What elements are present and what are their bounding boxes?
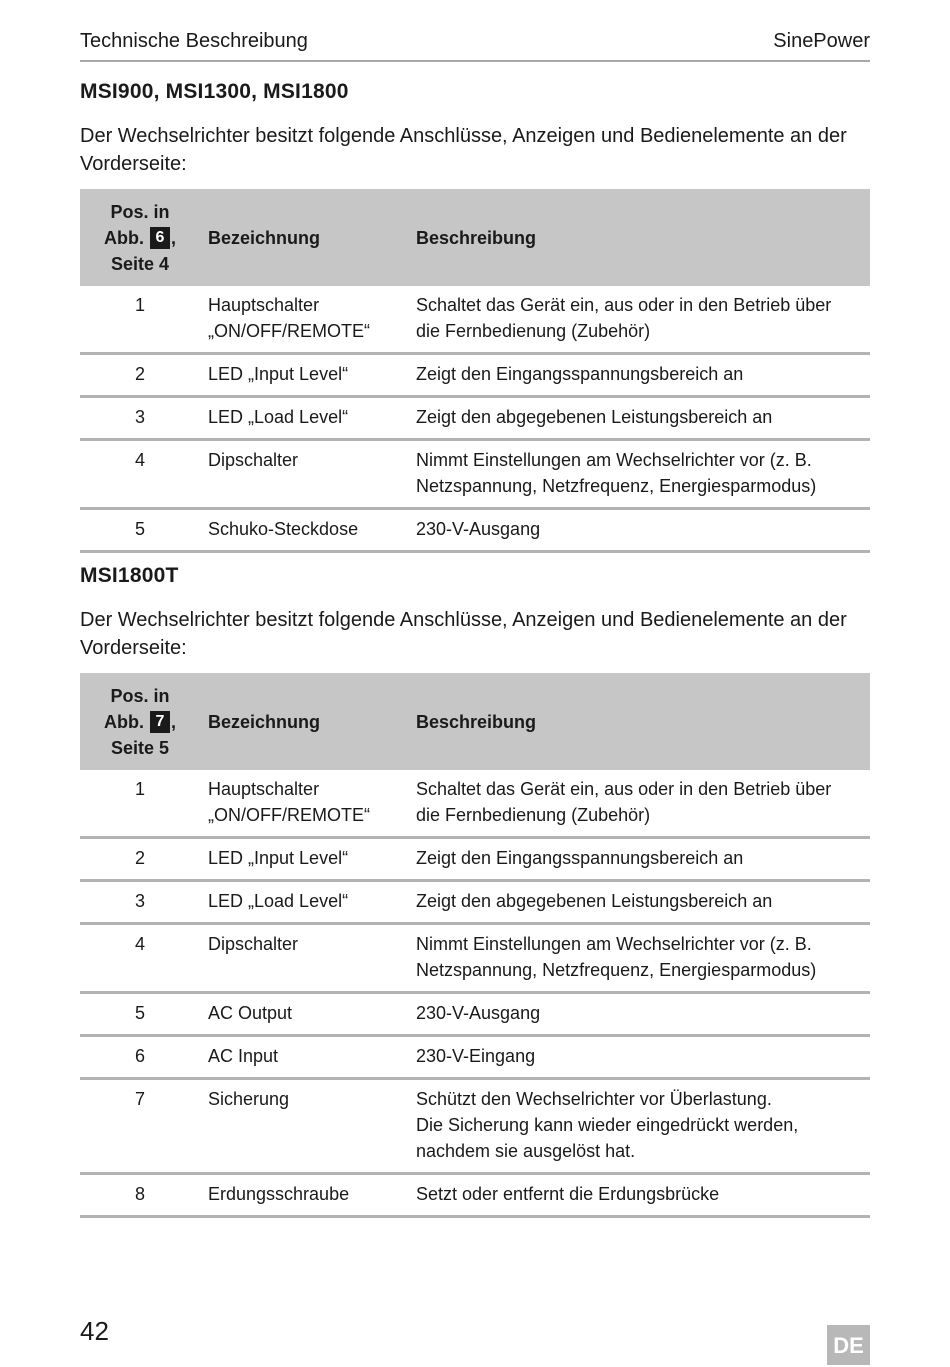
column-header-beschreibung: Beschreibung [408,673,870,770]
row-bezeichnung [200,397,408,440]
cell-line: Netzspannung, Netzfrequenz, Energiesparmodus) [416,476,817,496]
cell-line: LED „Input Level“ [208,848,349,868]
table-body [80,286,870,552]
table-header-row [80,189,870,286]
cell-line: Zeigt den Eingangsspannungsbereich an [416,364,744,384]
language-tab: DE [827,1325,870,1365]
table-row [80,397,870,440]
table-row [80,993,870,1036]
page-number: 42 [80,1316,109,1346]
column-header-bezeichnung: Bezeichnung [200,673,408,770]
table-row [80,440,870,509]
column-header-beschreibung: Beschreibung [408,189,870,286]
pos-header-line [80,225,200,251]
table-row [80,881,870,924]
cell-line: AC Output [208,1003,293,1023]
row-bezeichnung [200,1174,408,1217]
cell-line: Schaltet das Gerät ein, aus oder in den Betrieb über [416,779,832,799]
row-bezeichnung [200,924,408,993]
table-row [80,770,870,838]
table-row [80,509,870,552]
table-header-row [80,673,870,770]
row-bezeichnung [200,1079,408,1174]
row-beschreibung [408,770,870,838]
row-beschreibung [408,1036,870,1079]
section-heading: MSI1800T [80,564,179,587]
pos-header-line: Pos. in [110,201,170,222]
row-bezeichnung [200,881,408,924]
cell-line: Nimmt Einstellungen am Wechselrichter vor (z. B. [416,450,812,470]
connections-table [80,189,870,553]
cell-line: Schützt den Wechselrichter vor Überlastung. [416,1089,772,1109]
pos-header-line [80,709,200,735]
header-product: SinePower [773,30,870,52]
cell-line: „ON/OFF/REMOTE“ [208,321,370,341]
abb-label: Abb. [103,711,144,732]
row-beschreibung [408,1079,870,1174]
table-body [80,770,870,1217]
column-header-pos [80,189,200,286]
table-row [80,1079,870,1174]
cell-line: Dipschalter [208,934,299,954]
section-intro: Der Wechselrichter besitzt folgende Anschlüsse, Anzeigen und Bedienelemente an der Vorderseite: [80,125,847,175]
cell-line: Netzspannung, Netzfrequenz, Energiesparmodus) [416,960,817,980]
row-position: 1 [80,770,200,838]
cell-line: 230-V-Eingang [416,1046,536,1066]
column-header-pos [80,673,200,770]
cell-line: AC Input [208,1046,279,1066]
cell-line: Erdungsschraube [208,1184,350,1204]
cell-line: die Fernbedienung (Zubehör) [416,805,651,825]
row-position: 5 [80,993,200,1036]
pos-header-line: Pos. in [110,685,170,706]
row-position: 6 [80,1036,200,1079]
row-beschreibung [408,1174,870,1217]
row-position: 1 [80,286,200,354]
column-header-bezeichnung: Bezeichnung [200,189,408,286]
cell-line: Setzt oder entfernt die Erdungsbrücke [416,1184,720,1204]
row-position: 2 [80,354,200,397]
header-title: Technische Beschreibung [80,30,308,52]
row-beschreibung [408,838,870,881]
row-bezeichnung [200,770,408,838]
section-intro: Der Wechselrichter besitzt folgende Anschlüsse, Anzeigen und Bedienelemente an der Vorderseite: [80,609,847,659]
row-beschreibung [408,993,870,1036]
table-row [80,286,870,354]
cell-line: LED „Load Level“ [208,407,349,427]
row-position: 3 [80,397,200,440]
cell-line: Hauptschalter [208,295,320,315]
cell-line: „ON/OFF/REMOTE“ [208,805,370,825]
cell-line: Zeigt den abgegebenen Leistungsbereich an [416,891,773,911]
abb-label: Abb. [103,227,144,248]
cell-line: Nimmt Einstellungen am Wechselrichter vor (z. B. [416,934,812,954]
row-bezeichnung [200,838,408,881]
row-position: 5 [80,509,200,552]
row-position: 4 [80,924,200,993]
cell-line: Sicherung [208,1089,290,1109]
connections-table [80,673,870,1218]
row-beschreibung [408,286,870,354]
comma: , [171,227,177,248]
cell-line: Dipschalter [208,450,299,470]
cell-line: 230-V-Ausgang [416,519,541,539]
cell-line: nachdem sie ausgelöst hat. [416,1141,636,1161]
cell-line: Die Sicherung kann wieder eingedrückt werden, [416,1115,799,1135]
cell-line: die Fernbedienung (Zubehör) [416,321,651,341]
cell-line: Zeigt den abgegebenen Leistungsbereich an [416,407,773,427]
row-beschreibung [408,881,870,924]
table-row [80,1036,870,1079]
pos-header-line: Seite 5 [110,737,170,758]
row-beschreibung [408,924,870,993]
row-bezeichnung [200,286,408,354]
row-beschreibung [408,509,870,552]
row-bezeichnung [200,354,408,397]
table-row [80,838,870,881]
row-position: 8 [80,1174,200,1217]
cell-line: Schuko-Steckdose [208,519,359,539]
cell-line: Schaltet das Gerät ein, aus oder in den Betrieb über [416,295,832,315]
row-beschreibung [408,397,870,440]
cell-line: LED „Input Level“ [208,364,349,384]
cell-line: 230-V-Ausgang [416,1003,541,1023]
row-beschreibung [408,354,870,397]
figure-number-badge: 7 [150,711,170,733]
comma: , [171,711,177,732]
row-bezeichnung [200,1036,408,1079]
row-position: 3 [80,881,200,924]
cell-line: LED „Load Level“ [208,891,349,911]
page-header [80,30,870,62]
row-position: 2 [80,838,200,881]
row-position: 7 [80,1079,200,1174]
row-bezeichnung [200,509,408,552]
row-bezeichnung [200,440,408,509]
row-bezeichnung [200,993,408,1036]
table-row [80,354,870,397]
section-heading: MSI900, MSI1300, MSI1800 [80,80,349,103]
cell-line: Hauptschalter [208,779,320,799]
table-row [80,1174,870,1217]
figure-number-badge: 6 [150,227,170,249]
row-beschreibung [408,440,870,509]
table-row [80,924,870,993]
cell-line: Zeigt den Eingangsspannungsbereich an [416,848,744,868]
row-position: 4 [80,440,200,509]
pos-header-line: Seite 4 [110,253,170,274]
